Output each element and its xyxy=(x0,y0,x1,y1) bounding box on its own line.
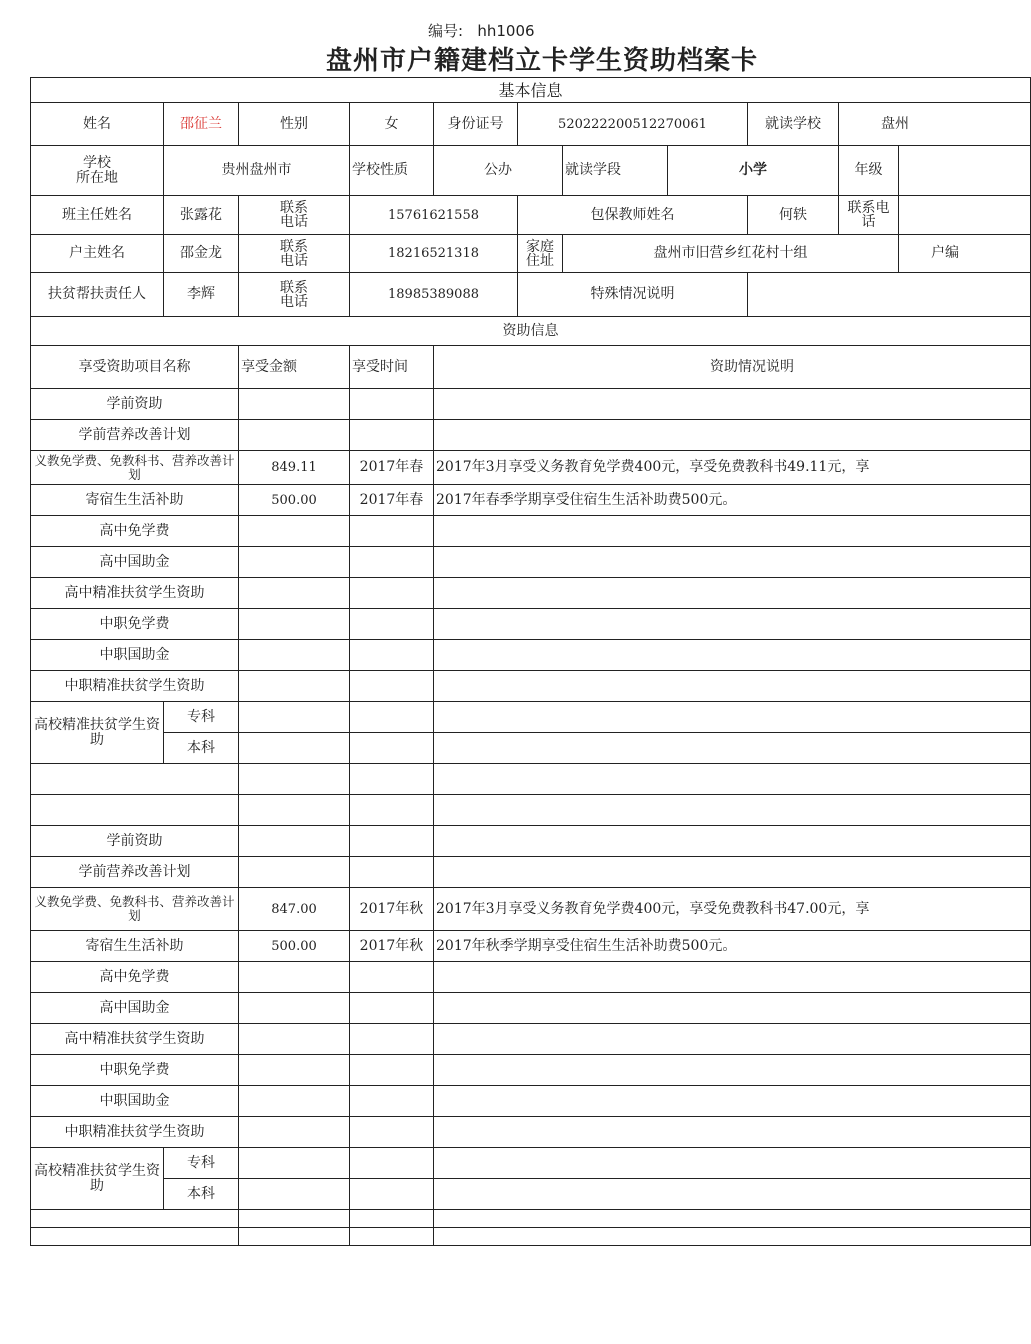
stage-label: 就读学段 xyxy=(563,146,668,196)
aid-amount xyxy=(239,389,350,420)
aid-amount xyxy=(239,1055,350,1086)
aid-row xyxy=(31,888,1031,931)
guarantee-teacher-label: 包保教师姓名 xyxy=(518,196,748,235)
aid-item-name: 高中免学费 xyxy=(31,516,239,547)
aid-time: 2017年春 xyxy=(350,451,434,485)
school-name: 盘州 xyxy=(881,115,909,132)
aid-item-name xyxy=(31,795,239,826)
aid-amount xyxy=(239,640,350,671)
aid-item-name: 寄宿生生活补助 xyxy=(31,485,239,516)
archive-code-label: 编号: xyxy=(428,22,464,40)
address-label: 家庭 住址 xyxy=(518,235,563,273)
school-location-label: 学校 所在地 xyxy=(31,146,164,196)
special-note xyxy=(748,273,1031,317)
aid-row xyxy=(31,1086,1031,1117)
household-no-label: 户编 xyxy=(899,235,1031,273)
section-aid-info: 资助信息 xyxy=(31,317,1031,346)
aid-time xyxy=(350,795,434,826)
aid-item-name: 中职国助金 xyxy=(31,640,239,671)
aid-row xyxy=(31,671,1031,702)
aid-row-blank xyxy=(31,764,1031,795)
aid-time xyxy=(350,1055,434,1086)
aid-description xyxy=(434,578,1031,609)
school-type-label: 学校性质 xyxy=(350,146,434,196)
aid-row xyxy=(31,857,1031,888)
helper-phone: 18985389088 xyxy=(350,273,518,317)
aid-row xyxy=(31,609,1031,640)
aid-item-name: 义教免学费、免教科书、营养改善计划 xyxy=(31,451,239,485)
aid-description xyxy=(434,389,1031,420)
aid-item-name: 高中国助金 xyxy=(31,993,239,1024)
home-address: 盘州市旧营乡红花村十组 xyxy=(563,235,899,273)
school-location: 贵州盘州市 xyxy=(164,146,350,196)
aid-row xyxy=(31,931,1031,962)
aid-amount xyxy=(239,516,350,547)
aid-description xyxy=(434,1055,1031,1086)
aid-time xyxy=(350,1228,434,1246)
aid-item-name: 学前营养改善计划 xyxy=(31,857,239,888)
stage-value: 小学 xyxy=(668,146,839,196)
aid-amount xyxy=(239,733,350,764)
guarantee-phone xyxy=(899,196,1031,235)
archive-table xyxy=(30,77,1031,1246)
aid-description xyxy=(434,733,1031,764)
aid-description xyxy=(434,1024,1031,1055)
aid-row xyxy=(31,1117,1031,1148)
gender-label: 性别 xyxy=(239,103,350,146)
householder-name: 邵金龙 xyxy=(164,235,239,273)
aid-description xyxy=(434,1228,1031,1246)
aid-description xyxy=(434,516,1031,547)
aid-row xyxy=(31,578,1031,609)
aid-item-name xyxy=(31,764,239,795)
aid-row-college xyxy=(31,702,1031,733)
grade-value xyxy=(899,146,1031,196)
aid-description: 2017年3月享受义务教育免学费400元，享受免费教科书47.00元，享 xyxy=(434,888,1031,931)
aid-amount: 847.00 xyxy=(239,888,350,931)
aid-item-name: 寄宿生生活补助 xyxy=(31,931,239,962)
college-undergrad-label: 本科 xyxy=(164,1179,239,1210)
aid-amount xyxy=(239,962,350,993)
id-number: 520222200512270061 xyxy=(518,103,748,146)
aid-item-name xyxy=(31,1228,239,1246)
aid-row xyxy=(31,993,1031,1024)
aid-description xyxy=(434,764,1031,795)
aid-amount xyxy=(239,1086,350,1117)
college-junior-label: 专科 xyxy=(164,702,239,733)
aid-description xyxy=(434,857,1031,888)
teacher-name: 张露花 xyxy=(164,196,239,235)
aid-item-name: 高中免学费 xyxy=(31,962,239,993)
aid-item-name: 高中精准扶贫学生资助 xyxy=(31,578,239,609)
school-type: 公办 xyxy=(434,146,563,196)
aid-row-blank xyxy=(31,1228,1031,1246)
aid-item-name: 学前营养改善计划 xyxy=(31,420,239,451)
aid-row xyxy=(31,547,1031,578)
aid-time xyxy=(350,547,434,578)
aid-item-name: 中职免学费 xyxy=(31,1055,239,1086)
aid-time xyxy=(350,578,434,609)
col-desc-header xyxy=(434,346,1031,389)
guarantee-teacher: 何轶 xyxy=(748,196,839,235)
aid-row xyxy=(31,451,1031,485)
aid-description xyxy=(434,547,1031,578)
aid-time xyxy=(350,1179,434,1210)
aid-amount xyxy=(239,1024,350,1055)
aid-amount xyxy=(239,420,350,451)
col-time-header: 享受时间 xyxy=(350,346,434,389)
teacher-phone-label: 联系 电话 xyxy=(239,196,350,235)
college-undergrad-label: 本科 xyxy=(164,733,239,764)
aid-description xyxy=(434,1210,1031,1228)
school-label: 就读学校 xyxy=(748,103,839,146)
aid-item-name: 中职精准扶贫学生资助 xyxy=(31,671,239,702)
aid-description xyxy=(434,1148,1031,1179)
aid-time xyxy=(350,1210,434,1228)
aid-description xyxy=(434,962,1031,993)
aid-description xyxy=(434,795,1031,826)
aid-row-college xyxy=(31,1179,1031,1210)
aid-row xyxy=(31,1024,1031,1055)
aid-description: 2017年秋季学期享受住宿生生活补助费500元。 xyxy=(434,931,1031,962)
aid-item-name xyxy=(31,1210,239,1228)
aid-time xyxy=(350,826,434,857)
aid-time: 2017年秋 xyxy=(350,888,434,931)
aid-item-name: 义教免学费、免教科书、营养改善计划 xyxy=(31,888,239,931)
aid-row-blank xyxy=(31,795,1031,826)
aid-time xyxy=(350,516,434,547)
college-junior-label: 专科 xyxy=(164,1148,239,1179)
college-aid-label: 高校精准扶贫学生资助 xyxy=(31,702,164,764)
aid-item-name: 高中精准扶贫学生资助 xyxy=(31,1024,239,1055)
aid-amount xyxy=(239,671,350,702)
helper-name: 李辉 xyxy=(164,273,239,317)
aid-row-college xyxy=(31,733,1031,764)
aid-item-name: 高中国助金 xyxy=(31,547,239,578)
aid-amount xyxy=(239,857,350,888)
aid-amount xyxy=(239,1148,350,1179)
guarantee-phone-label: 联系电 话 xyxy=(839,196,899,235)
aid-amount xyxy=(239,1210,350,1228)
aid-amount xyxy=(239,547,350,578)
page-title: 盘州市户籍建档立卡学生资助档案卡 xyxy=(326,46,759,76)
aid-row xyxy=(31,420,1031,451)
aid-time xyxy=(350,993,434,1024)
aid-item-name: 中职国助金 xyxy=(31,1086,239,1117)
helper-phone-label: 联系 电话 xyxy=(239,273,350,317)
helper-label: 扶贫帮扶责任人 xyxy=(31,273,164,317)
archive-sheet xyxy=(30,77,959,1249)
col-desc-label: 资助情况说明 xyxy=(710,358,794,375)
col-item-header: 享受资助项目名称 xyxy=(31,346,239,389)
archive-code xyxy=(428,20,535,41)
id-label: 身份证号 xyxy=(434,103,518,146)
aid-row xyxy=(31,1055,1031,1086)
aid-amount xyxy=(239,764,350,795)
aid-amount: 500.00 xyxy=(239,931,350,962)
aid-description xyxy=(434,1086,1031,1117)
aid-row xyxy=(31,640,1031,671)
householder-label: 户主姓名 xyxy=(31,235,164,273)
aid-description xyxy=(434,702,1031,733)
section-basic-info: 基本信息 xyxy=(31,78,1031,103)
aid-amount xyxy=(239,578,350,609)
aid-description xyxy=(434,1179,1031,1210)
aid-time xyxy=(350,733,434,764)
teacher-label: 班主任姓名 xyxy=(31,196,164,235)
aid-description xyxy=(434,420,1031,451)
aid-time xyxy=(350,764,434,795)
aid-amount xyxy=(239,702,350,733)
aid-item-name: 中职免学费 xyxy=(31,609,239,640)
aid-item-name: 学前资助 xyxy=(31,826,239,857)
aid-row xyxy=(31,516,1031,547)
aid-time xyxy=(350,1148,434,1179)
aid-amount xyxy=(239,795,350,826)
aid-block-2017-spring xyxy=(31,389,1031,826)
col-amount-header: 享受金额 xyxy=(239,346,350,389)
aid-time xyxy=(350,1086,434,1117)
aid-time xyxy=(350,702,434,733)
aid-amount: 500.00 xyxy=(239,485,350,516)
aid-time xyxy=(350,640,434,671)
aid-time xyxy=(350,857,434,888)
aid-row xyxy=(31,485,1031,516)
aid-time xyxy=(350,389,434,420)
college-aid-label: 高校精准扶贫学生资助 xyxy=(31,1148,164,1210)
aid-item-name: 中职精准扶贫学生资助 xyxy=(31,1117,239,1148)
aid-amount xyxy=(239,1179,350,1210)
aid-time xyxy=(350,609,434,640)
aid-row xyxy=(31,389,1031,420)
name-label: 姓名 xyxy=(31,103,164,146)
aid-description xyxy=(434,826,1031,857)
teacher-phone: 15761621558 xyxy=(350,196,518,235)
special-label: 特殊情况说明 xyxy=(518,273,748,317)
aid-time: 2017年春 xyxy=(350,485,434,516)
aid-block-2017-autumn xyxy=(31,826,1031,1246)
aid-time xyxy=(350,1024,434,1055)
householder-phone-label: 联系 电话 xyxy=(239,235,350,273)
aid-row-college xyxy=(31,1148,1031,1179)
aid-amount xyxy=(239,1228,350,1246)
aid-amount xyxy=(239,609,350,640)
aid-description: 2017年春季学期享受住宿生生活补助费500元。 xyxy=(434,485,1031,516)
aid-amount: 849.11 xyxy=(239,451,350,485)
aid-time xyxy=(350,1117,434,1148)
aid-time xyxy=(350,420,434,451)
aid-description: 2017年3月享受义务教育免学费400元，享受免费教科书49.11元，享 xyxy=(434,451,1031,485)
aid-description xyxy=(434,609,1031,640)
grade-label: 年级 xyxy=(839,146,899,196)
aid-time xyxy=(350,671,434,702)
aid-row xyxy=(31,826,1031,857)
aid-description xyxy=(434,993,1031,1024)
aid-amount xyxy=(239,826,350,857)
school-value xyxy=(839,103,1031,146)
aid-item-name: 学前资助 xyxy=(31,389,239,420)
aid-description xyxy=(434,1117,1031,1148)
gender-value: 女 xyxy=(350,103,434,146)
aid-description xyxy=(434,640,1031,671)
student-name: 邵征兰 xyxy=(164,103,239,146)
aid-time: 2017年秋 xyxy=(350,931,434,962)
aid-time xyxy=(350,962,434,993)
archive-code-value: hh1006 xyxy=(477,22,535,40)
aid-row-blank xyxy=(31,1210,1031,1228)
aid-row xyxy=(31,962,1031,993)
aid-description xyxy=(434,671,1031,702)
aid-amount xyxy=(239,993,350,1024)
householder-phone: 18216521318 xyxy=(350,235,518,273)
aid-amount xyxy=(239,1117,350,1148)
